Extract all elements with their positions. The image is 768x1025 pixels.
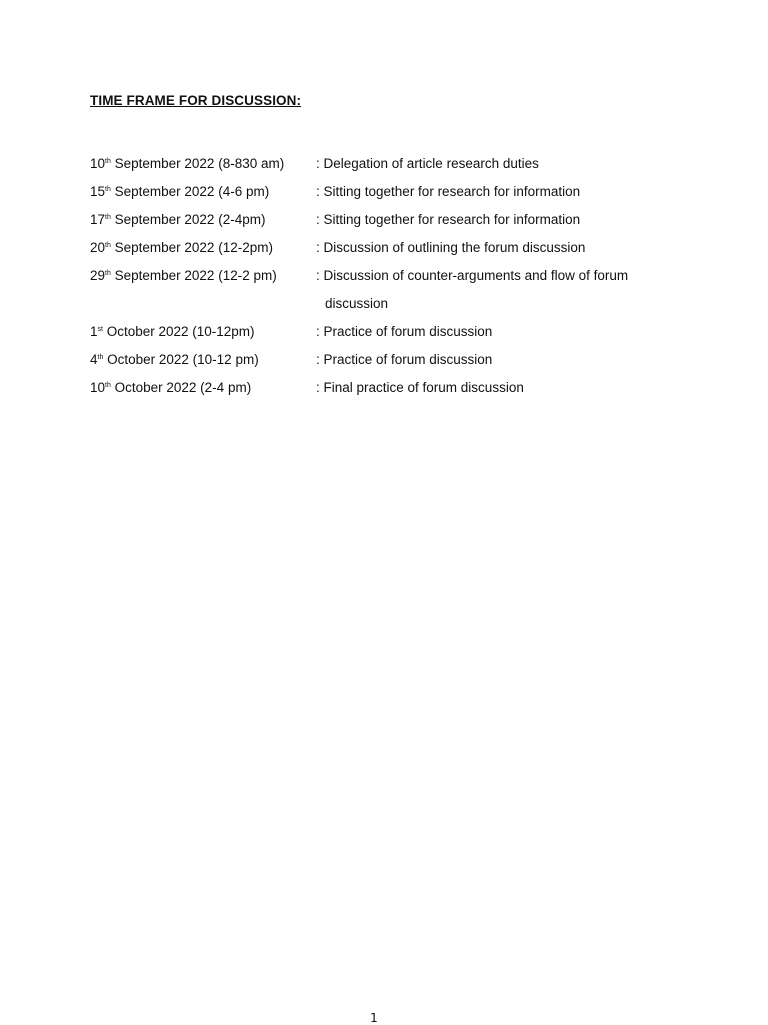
activity-text: : Practice of forum discussion: [316, 324, 493, 339]
page-title: TIME FRAME FOR DISCUSSION:: [90, 93, 302, 108]
date-ordinal-suffix: th: [105, 186, 111, 193]
schedule-activity: [316, 206, 710, 234]
date-ordinal-suffix: th: [97, 354, 104, 361]
date-rest: October 2022 (10-12 pm): [103, 352, 259, 367]
date-rest: September 2022 (4-6 pm): [110, 184, 270, 199]
schedule-activity: [316, 374, 710, 402]
date-day: 20: [90, 240, 106, 255]
date-ordinal-suffix: th: [105, 158, 111, 165]
date-ordinal-suffix: th: [105, 270, 111, 277]
date-ordinal-suffix: th: [105, 214, 111, 221]
date-day: 10: [90, 380, 106, 395]
date-day: 4: [90, 352, 98, 367]
schedule-row: [90, 206, 710, 234]
schedule-date: [90, 234, 316, 262]
date-day: 10: [90, 156, 106, 171]
activity-continuation: discussion: [325, 296, 389, 311]
activity-text: : Sitting together for research for information: [316, 212, 581, 227]
date-day: 15: [90, 184, 106, 199]
schedule-row: [90, 374, 710, 402]
activity-text: : Sitting together for research for information: [316, 184, 581, 199]
schedule-row: [90, 150, 710, 178]
schedule-row: [90, 234, 710, 262]
date-rest: September 2022 (8-830 am): [110, 156, 285, 171]
schedule-row: [90, 318, 710, 346]
schedule-row: [90, 178, 710, 206]
page-number: 1: [370, 1011, 378, 1025]
activity-text: : Discussion of counter-arguments and flow of forum: [316, 268, 629, 283]
schedule-activity: [316, 346, 710, 374]
schedule-activity: [316, 178, 710, 206]
schedule-activity: [316, 262, 710, 318]
activity-text: : Practice of forum discussion: [316, 352, 493, 367]
schedule-date: [90, 262, 316, 290]
schedule-list: [90, 150, 710, 402]
date-rest: September 2022 (12-2 pm): [110, 268, 277, 283]
date-day: 17: [90, 212, 106, 227]
schedule-activity: [316, 150, 710, 178]
date-rest: October 2022 (10-12pm): [102, 324, 255, 339]
activity-text: : Delegation of article research duties: [316, 156, 539, 171]
date-rest: September 2022 (12-2pm): [110, 240, 273, 255]
date-rest: September 2022 (2-4pm): [110, 212, 266, 227]
schedule-row: [90, 346, 710, 374]
date-day: 29: [90, 268, 106, 283]
date-ordinal-suffix: th: [105, 382, 111, 389]
date-rest: October 2022 (2-4 pm): [110, 380, 252, 395]
schedule-date: [90, 374, 316, 402]
schedule-activity: [316, 318, 710, 346]
schedule-date: [90, 178, 316, 206]
schedule-date: [90, 318, 316, 346]
activity-text: : Discussion of outlining the forum discussion: [316, 240, 586, 255]
schedule-date: [90, 150, 316, 178]
date-day: 1: [90, 324, 98, 339]
schedule-activity: [316, 234, 710, 262]
activity-text: : Final practice of forum discussion: [316, 380, 524, 395]
schedule-date: [90, 206, 316, 234]
date-ordinal-suffix: th: [105, 242, 111, 249]
schedule-date: [90, 346, 316, 374]
date-ordinal-suffix: st: [97, 326, 103, 333]
schedule-row: [90, 262, 710, 318]
